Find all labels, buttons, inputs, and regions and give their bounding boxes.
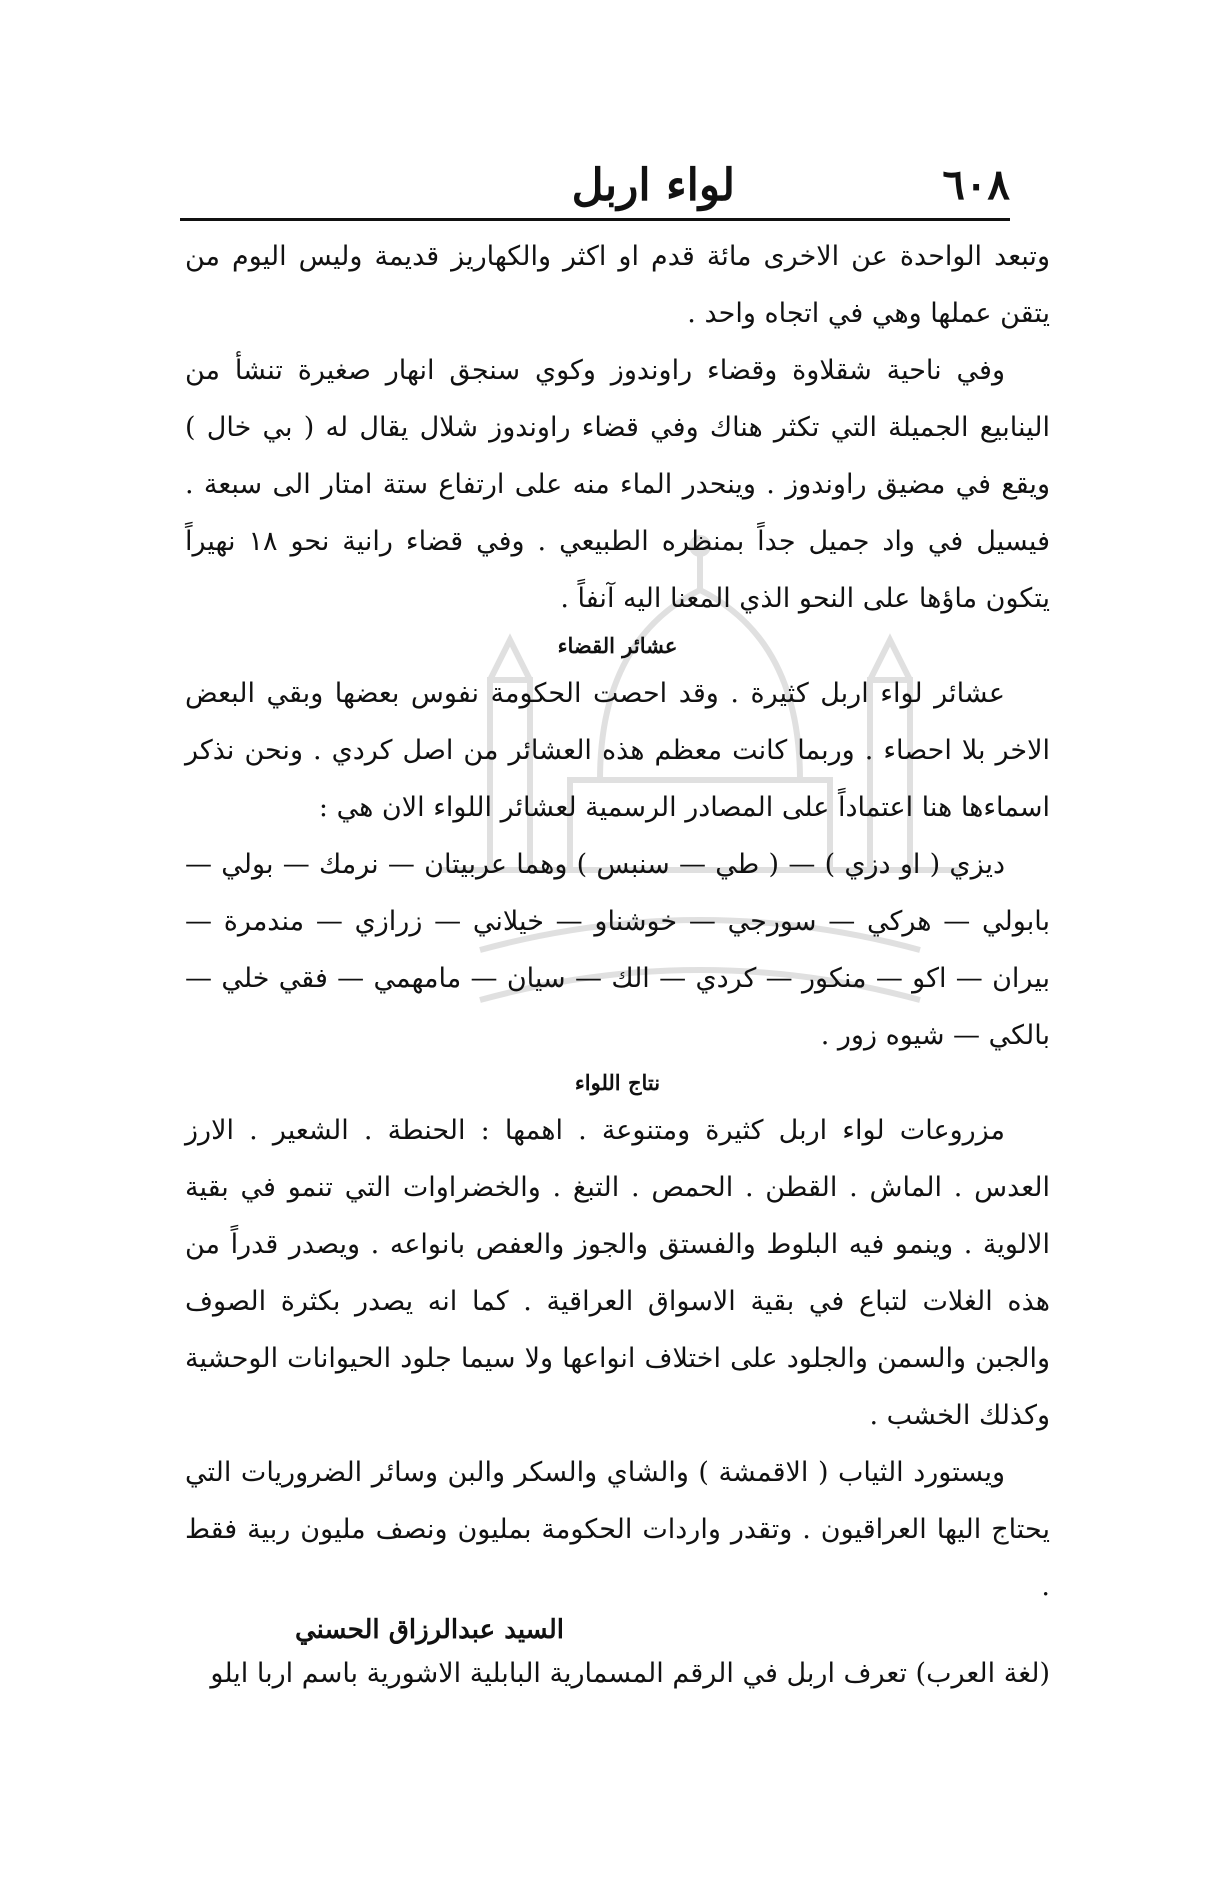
page-header [180,160,1010,220]
section-heading-tribes: عشائر القضاء [557,633,678,658]
header-rule [180,218,1010,221]
paragraph-7: (لغة العرب) تعرف اربل في الرقم المسمارية البابلية الاشورية باسم اربا ايلو [210,1658,1050,1689]
paragraph-1: وتبعد الواحدة عن الاخرى مائة قدم او اكثر والكهاريز قديمة وليس اليوم من يتقن عملها وهي في اتجاه واحد . [185,241,1050,329]
running-title: لواء اربل [571,160,735,211]
paragraph-5: مزروعات لواء اربل كثيرة ومتنوعة . اهمها : الحنطة . الشعير . الارز العدس . الماش . القطن . الحمص . التبغ . والخضراوات التي تنمو في بقية الالوية . وينمو فيه البلوط والفستق والجوز والعفص بانواعه . ويصدر قدراً من هذه الغلات لتباع في بقية الاسواق العراقية . كما انه يصدر بكثرة الصوف والجبن والسمن والجلود على اختلاف انواعها ولا سيما جلود الحيوانات الوحشية وكذلك الخشب . [185,1115,1050,1431]
section-heading-produce: نتاج اللواء [574,1070,661,1095]
paragraph-4-tribe-list: ديزي ( او دزي ) — ( طي — سنبس ) وهما عربيتان — نرمك — بولي — بابولي — هركي — سورجي — خوشناو — خيلاني — زرازي — مندمرة — بيران — اكو — منكور — كردي — الك — سيان — مامهمي — فقي خلي — بالكي — شيوه زور . [185,849,1050,1051]
paragraph-6: ويستورد الثياب ( الاقمشة ) والشاي والسكر والبن وسائر الضروريات التي يحتاج اليها العراقيون . وتقدر واردات الحكومة بمليون ونصف مليون ربية فقط . [185,1457,1050,1602]
signature-row [185,1615,1050,1645]
paragraph-2: وفي ناحية شقلاوة وقضاء راوندوز وكوي سنجق انهار صغيرة تنشأ من الينابيع الجميلة التي تكثر هناك وفي قضاء راوندوز شلال يقال له ( بي خال ) ويقع في مضيق راوندوز . وينحدر الماء منه على ارتفاع ستة امتار الى سبعة . فيسيل في واد جميل جداً بمنظره الطبيعي . وفي قضاء رانية نحو ١٨ نهيراً يتكون ماؤها على النحو الذي المعنا اليه آنفاً . [185,355,1050,614]
page-number: ٦٠٨ [942,160,1010,209]
body-text [185,228,1050,1702]
author-signature: السيد عبدالرزاق الحسني [295,1615,565,1645]
paragraph-3: عشائر لواء اربل كثيرة . وقد احصت الحكومة نفوس بعضها وبقي البعض الاخر بلا احصاء . وربما كانت معظم هذه العشائر من اصل كردي . ونحن نذكر اسماءها هنا اعتماداً على المصادر الرسمية لعشائر اللواء الان هي : [185,678,1050,823]
